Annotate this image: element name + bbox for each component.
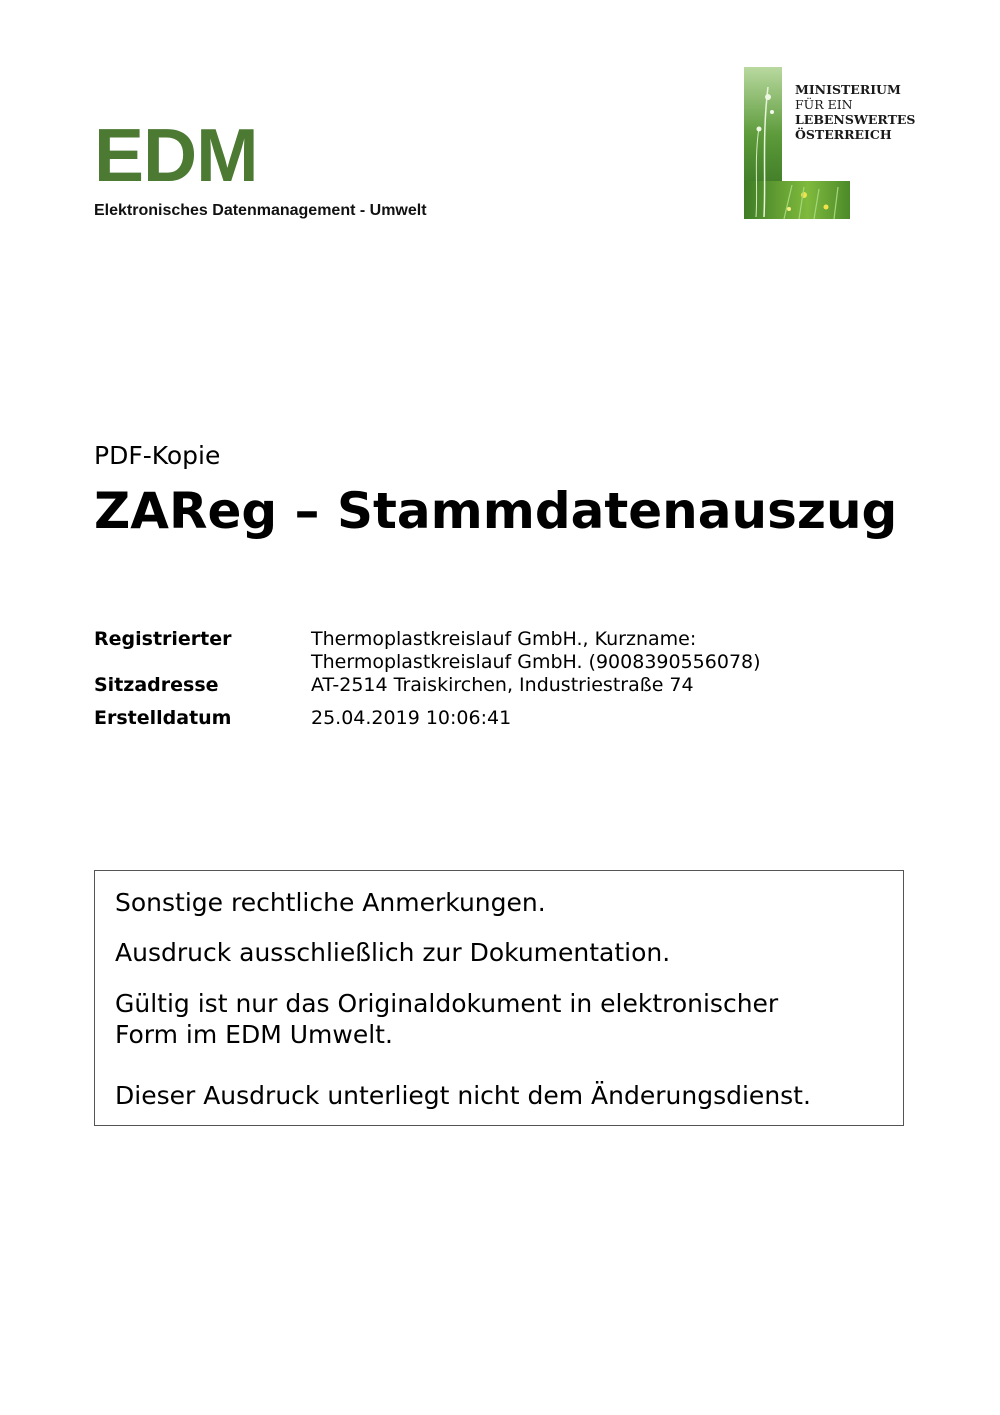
ministry-name — [795, 82, 915, 142]
ministry-line: MINISTERIUM — [795, 82, 901, 97]
ministry-line: ÖSTERREICH — [795, 127, 892, 142]
detail-label: Registrierter — [94, 628, 232, 650]
legal-note: Form im EDM Umwelt. — [115, 1020, 393, 1049]
ministry-line: FÜR EIN — [795, 97, 853, 112]
document-kind: PDF-Kopie — [94, 441, 221, 470]
legal-notes-box — [94, 870, 904, 1126]
detail-value — [311, 628, 761, 674]
edm-logo-subtitle: Elektronisches Datenmanagement - Umwelt — [94, 202, 427, 219]
detail-label: Sitzadresse — [94, 674, 219, 696]
legal-note: Dieser Ausdruck unterliegt nicht dem Änderungsdienst. — [115, 1081, 811, 1110]
detail-value-line: Thermoplastkreislauf GmbH., Kurzname: — [311, 628, 697, 650]
ministry-line: LEBENSWERTES — [795, 112, 916, 127]
detail-label: Erstelldatum — [94, 707, 232, 729]
detail-value: 25.04.2019 10:06:41 — [311, 707, 512, 729]
legal-note: Ausdruck ausschließlich zur Dokumentation. — [115, 938, 671, 967]
legal-note: Sonstige rechtliche Anmerkungen. — [115, 888, 546, 917]
document-title: ZAReg – Stammdatenauszug — [94, 482, 898, 540]
detail-value: AT-2514 Traiskirchen, Industriestraße 74 — [311, 674, 694, 696]
edm-logo: EDM — [94, 113, 258, 197]
detail-value-line: Thermoplastkreislauf GmbH. (9008390556078) — [311, 651, 761, 673]
legal-note: Gültig ist nur das Originaldokument in elektronischer — [115, 989, 779, 1018]
